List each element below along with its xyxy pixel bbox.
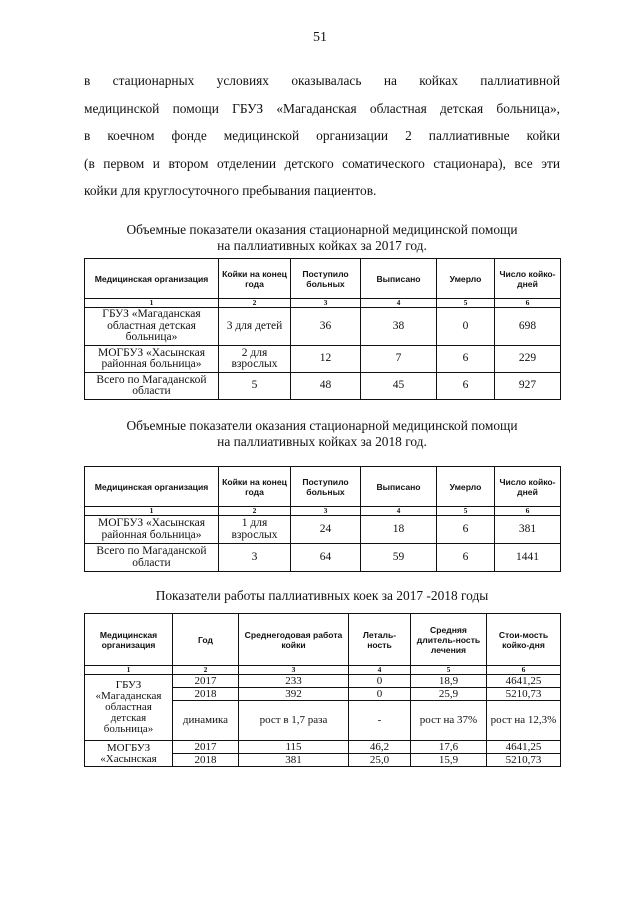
- column-number: 1: [85, 666, 173, 675]
- header-cell: Стои-мость койко-дня: [487, 614, 561, 666]
- column-number: 3: [291, 299, 361, 308]
- column-number: 6: [487, 666, 561, 675]
- header-cell: Койки на конец года: [219, 259, 291, 299]
- header-cell: Число койко-дней: [495, 467, 561, 507]
- table-row: ГБУЗ «Магаданская областная детская больница» 2017 233 0 18,9 4641,25: [85, 675, 561, 688]
- table-2017: [84, 258, 561, 400]
- header-cell: Выписано: [361, 259, 437, 299]
- header-cell: Леталь-ность: [349, 614, 411, 666]
- header-cell: Поступило больных: [291, 467, 361, 507]
- column-number: 2: [173, 666, 239, 675]
- table-work-caption: Показатели работы паллиативных коек за 2017 -2018 годы: [155, 588, 489, 603]
- table-2018: [84, 466, 561, 572]
- intro-line: койки для круглосуточного пребывания пациентов.: [84, 183, 377, 198]
- header-cell: Медицинская организация: [85, 614, 173, 666]
- table-row: динамика рост в 1,7 раза - рост на 37% рост на 12,3%: [85, 701, 561, 741]
- intro-line: в коечном фонде медицинской организации 2 паллиативные койки: [84, 128, 560, 143]
- table-row: Всего по Магаданской области 5 48 45 6 927: [85, 373, 561, 400]
- table-row: 2018 392 0 25,9 5210,73: [85, 688, 561, 701]
- column-number: 4: [349, 666, 411, 675]
- header-cell: Медицинская организация: [85, 467, 219, 507]
- table-work: [84, 613, 561, 767]
- header-cell: Число койко-дней: [495, 259, 561, 299]
- intro-paragraph: [84, 67, 560, 205]
- column-number: 3: [239, 666, 349, 675]
- table-2017-caption: Объемные показатели оказания стационарной медицинской помощи на паллиативных койках за 2017 год.: [126, 222, 518, 253]
- intro-line: медицинской помощи ГБУЗ «Магаданская областная детская больница»,: [84, 100, 560, 116]
- org-cell: МОГБУЗ «Хасынская: [85, 741, 173, 767]
- header-cell: Койки на конец года: [219, 467, 291, 507]
- header-cell: Средняя длитель-ность лечения: [411, 614, 487, 666]
- column-number: 5: [437, 299, 495, 308]
- table-row: МОГБУЗ «Хасынская районная больница» 1 для взрослых 24 18 6 381: [85, 516, 561, 544]
- intro-line: в стационарных условиях оказывалась на койках паллиативной: [84, 73, 560, 88]
- column-number: 1: [85, 507, 219, 516]
- column-number: 4: [361, 507, 437, 516]
- header-cell: Год: [173, 614, 239, 666]
- column-number: 3: [291, 507, 361, 516]
- column-number: 1: [85, 299, 219, 308]
- org-cell: ГБУЗ «Магаданская областная детская больница»: [85, 675, 173, 741]
- table-row: МОГБУЗ «Хасынская 2017 115 46,2 17,6 4641,25: [85, 741, 561, 754]
- table-row: МОГБУЗ «Хасынская районная больница» 2 для взрослых 12 7 6 229: [85, 346, 561, 373]
- header-cell: Умерло: [437, 467, 495, 507]
- column-number: 2: [219, 507, 291, 516]
- column-number: 2: [219, 299, 291, 308]
- table-row: ГБУЗ «Магаданская областная детская больница» 3 для детей 36 38 0 698: [85, 308, 561, 346]
- header-cell: Выписано: [361, 467, 437, 507]
- column-number: 6: [495, 507, 561, 516]
- header-cell: Медицинская организация: [85, 259, 219, 299]
- table-2018-caption: Объемные показатели оказания стационарной медицинской помощи на паллиативных койках за 2018 год.: [126, 418, 518, 449]
- column-number: 5: [411, 666, 487, 675]
- table-row: 2018 381 25,0 15,9 5210,73: [85, 754, 561, 767]
- header-cell: Среднегодовая работа койки: [239, 614, 349, 666]
- column-number: 6: [495, 299, 561, 308]
- header-cell: Умерло: [437, 259, 495, 299]
- table-row: Всего по Магаданской области 3 64 59 6 1441: [85, 544, 561, 572]
- header-cell: Поступило больных: [291, 259, 361, 299]
- page-number: 51: [313, 30, 327, 45]
- column-number: 4: [361, 299, 437, 308]
- intro-line: (в первом и втором отделении детского соматического стационара), все эти: [84, 155, 560, 171]
- column-number: 5: [437, 507, 495, 516]
